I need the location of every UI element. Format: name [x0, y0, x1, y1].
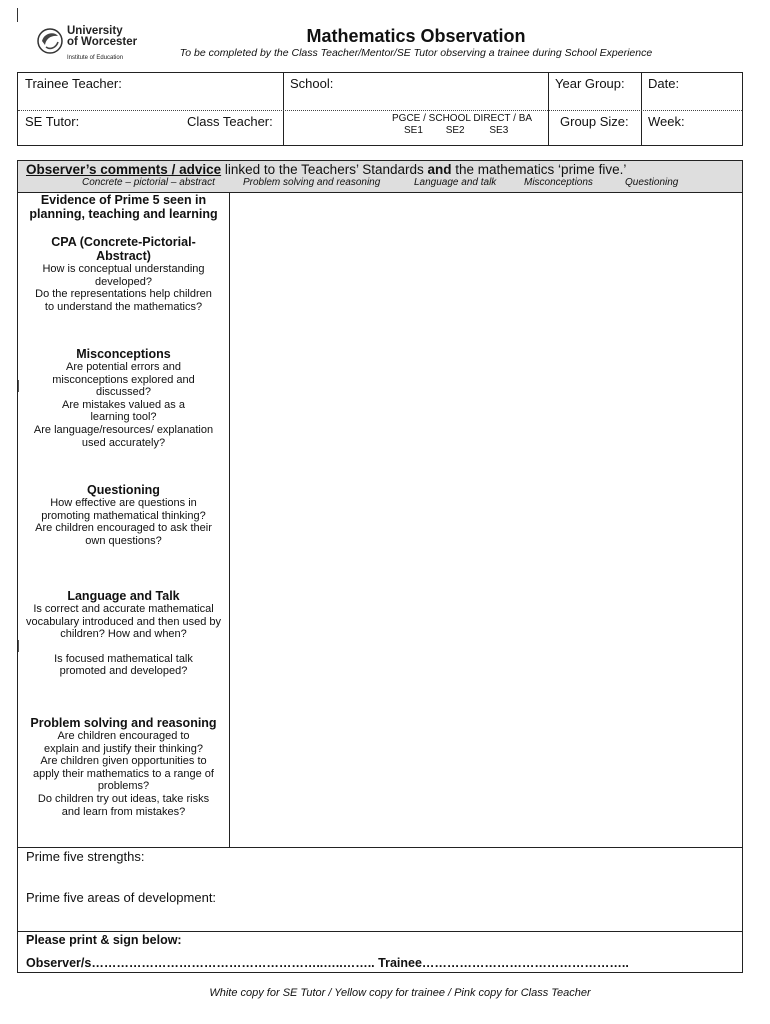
problem-solving-prompt: Are children given opportunities to apply their mathematics to a range of problems? — [33, 755, 214, 793]
route-options[interactable] — [384, 111, 532, 137]
questioning-title: Questioning — [87, 483, 160, 497]
prime-five-questioning: Questioning — [625, 177, 679, 188]
comments-heading-band — [18, 161, 742, 193]
sign-heading: Please print & sign below: — [26, 933, 182, 947]
prime-five-problem-solving: Problem solving and reasoning — [243, 177, 381, 188]
university-name: University of Worcester — [67, 25, 138, 48]
class-teacher-field[interactable]: Class Teacher: — [187, 114, 273, 129]
se2-option[interactable]: SE2 — [445, 125, 465, 136]
misconceptions-title: Misconceptions — [76, 347, 171, 361]
se1-option[interactable]: SE1 — [404, 125, 423, 136]
row-divider — [18, 110, 742, 111]
prime-five-language: Language and talk — [414, 177, 497, 188]
prime-five-summary — [18, 847, 742, 932]
misconceptions-section — [18, 347, 229, 449]
week-field[interactable]: Week: — [648, 114, 685, 129]
cpa-section — [18, 235, 229, 313]
evidence-column — [18, 193, 230, 847]
signature-line[interactable]: Observer/s………………………………………………..…..…….. Trainee………………………………………….. — [26, 956, 629, 970]
problem-solving-section — [18, 716, 229, 818]
institute-tagline: Institute of Education — [67, 55, 124, 61]
observation-comments-table — [17, 160, 743, 973]
misconceptions-prompt: Are potential errors and misconceptions explored and discussed? — [52, 361, 195, 399]
problem-solving-prompt: Do children try out ideas, take risks and learn from mistakes? — [37, 792, 210, 818]
date-field[interactable]: Date: — [648, 76, 680, 91]
strengths-field[interactable]: Prime five strengths: — [26, 849, 145, 864]
group-size-field[interactable]: Group Size: — [560, 114, 629, 129]
se3-option[interactable]: SE3 — [489, 125, 509, 136]
trainee-teacher-field[interactable]: Trainee Teacher: — [25, 76, 122, 91]
language-talk-title: Language and Talk — [67, 589, 180, 603]
questioning-prompt: How effective are questions in promoting mathematical thinking? — [41, 497, 206, 522]
school-field[interactable]: School: — [290, 76, 334, 91]
route-label: PGCE / SCHOOL DIRECT / BA — [392, 113, 533, 124]
signature-area — [18, 931, 742, 973]
misconceptions-prompt: Are language/resources/ explanation used accurately? — [33, 423, 214, 449]
problem-solving-title: Problem solving and reasoning — [30, 716, 217, 730]
cpa-prompt: Do the representations help children to understand the mathematics? — [35, 288, 212, 313]
page-title: Mathematics Observation — [306, 26, 526, 46]
observation-header-table — [17, 72, 743, 146]
misconceptions-prompt: Are mistakes valued as a learning tool? — [62, 398, 185, 424]
scan-mark — [17, 8, 18, 22]
language-talk-section — [18, 589, 229, 678]
cpa-prompt: How is conceptual understanding developed? — [42, 263, 205, 288]
questioning-section — [18, 483, 229, 547]
language-talk-prompt: Is correct and accurate mathematical vocabulary introduced and then used by children? How and when? — [25, 603, 222, 641]
se-tutor-field[interactable]: SE Tutor: — [25, 114, 80, 129]
copy-distribution-note: White copy for SE Tutor / Yellow copy for trainee / Pink copy for Class Teacher — [209, 987, 591, 999]
problem-solving-prompt: Are children encouraged to explain and justify their thinking? — [44, 730, 203, 755]
cpa-title: CPA (Concrete-Pictorial-Abstract) — [51, 235, 196, 263]
page-subtitle: To be completed by the Class Teacher/Mentor/SE Tutor observing a trainee during School Experience — [179, 47, 653, 59]
evidence-heading: Evidence of Prime 5 seen in planning, teaching and learning — [29, 193, 218, 221]
development-field[interactable]: Prime five areas of development: — [26, 890, 217, 905]
questioning-prompt: Are children encouraged to ask their own questions? — [35, 522, 212, 547]
comments-heading: Observer’s comments / advice linked to the Teachers’ Standards and the mathematics ‘prime five.’ — [26, 162, 627, 177]
language-talk-prompt: Is focused mathematical talk promoted and developed? — [54, 652, 193, 678]
prime-five-cpa: Concrete – pictorial – abstract — [82, 177, 215, 188]
se-options — [392, 125, 532, 137]
year-group-field[interactable]: Year Group: — [555, 76, 625, 91]
prime-five-misconceptions: Misconceptions — [524, 177, 593, 188]
